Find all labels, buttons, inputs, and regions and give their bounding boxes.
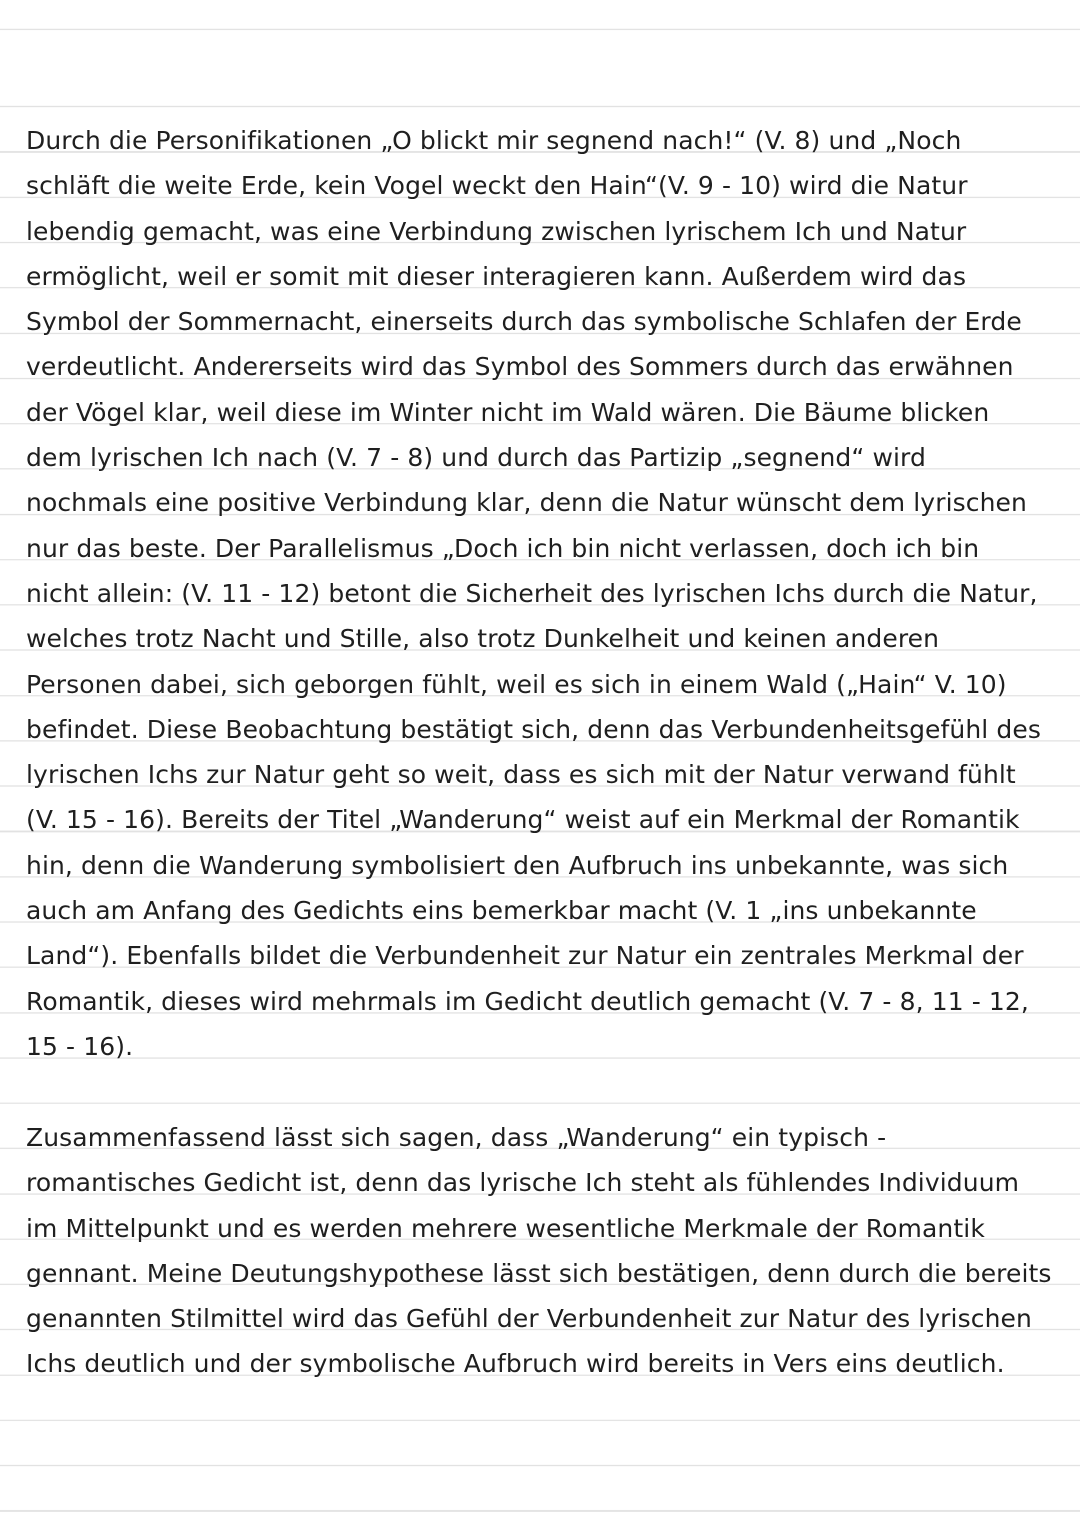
text-line: Land“). Ebenfalls bildet die Verbundenheit zur Natur ein zentrales Merkmal der xyxy=(26,941,1024,971)
text-line: ermöglicht, weil er somit mit dieser interagieren kann. Außerdem wird das xyxy=(26,261,967,291)
text-line: schläft die weite Erde, kein Vogel weckt den Hain“(V. 9 - 10) wird die Natur xyxy=(26,171,968,201)
text-line: lyrischen Ichs zur Natur geht so weit, dass es sich mit der Natur verwand fühlt xyxy=(26,760,1016,790)
text-line: (V. 15 - 16). Bereits der Titel „Wanderung“ weist auf ein Merkmal der Romantik xyxy=(26,805,1020,835)
text-line: Zusammenfassend lässt sich sagen, dass „Wanderung“ ein typisch - xyxy=(26,1123,887,1152)
text-line: hin, denn die Wanderung symbolisiert den Aufbruch ins unbekannte, was sich xyxy=(26,850,1009,880)
conclusion-paragraph xyxy=(26,1115,1056,1387)
text-line: auch am Anfang des Gedichts eins bemerkbar macht (V. 1 „ins unbekannte xyxy=(26,896,977,926)
text-line: nicht allein: (V. 11 - 12) betont die Sicherheit des lyrischen Ichs durch die Natur, xyxy=(26,578,1038,608)
text-line: dem lyrischen Ich nach (V. 7 - 8) und durch das Partizip „segnend“ wird xyxy=(26,443,926,473)
text-line: Ichs deutlich und der symbolische Aufbruch wird bereits in Vers eins deutlich. xyxy=(26,1349,1005,1379)
text-line: Personen dabei, sich geborgen fühlt, weil es sich in einem Wald („Hain“ V. 10) xyxy=(26,669,1007,699)
text-line: genannten Stilmittel wird das Gefühl der Verbundenheit zur Natur des lyrischen xyxy=(26,1304,1032,1334)
text-line: der Vögel klar, weil diese im Winter nicht im Wald wären. Die Bäume blicken xyxy=(26,397,990,427)
text-line: romantisches Gedicht ist, denn das lyrische Ich steht als fühlendes Individuum xyxy=(26,1168,1020,1198)
analysis-paragraph xyxy=(26,118,1056,1069)
text-line: im Mittelpunkt und es werden mehrere wesentliche Merkmale der Romantik xyxy=(26,1213,985,1243)
text-line: Symbol der Sommernacht, einerseits durch das symbolische Schlafen der Erde xyxy=(26,307,1022,337)
text-line: nur das beste. Der Parallelismus „Doch ich bin nicht verlassen, doch ich bin xyxy=(26,533,980,563)
text-line: Romantik, dieses wird mehrmals im Gedicht deutlich gemacht (V. 7 - 8, 11 - 12, xyxy=(26,986,1029,1016)
text-line: gennant. Meine Deutungshypothese lässt sich bestätigen, denn durch die bereits xyxy=(26,1258,1052,1288)
text-line: befindet. Diese Beobachtung bestätigt sich, denn das Verbundenheitsgefühl des xyxy=(26,714,1041,744)
text-line: nochmals eine positive Verbindung klar, denn die Natur wünscht dem lyrischen xyxy=(26,488,1027,518)
text-line: Durch die Personifikationen „O blickt mir segnend nach!“ (V. 8) und „Noch xyxy=(26,126,962,155)
text-line: verdeutlicht. Andererseits wird das Symbol des Sommers durch das erwähnen xyxy=(26,352,1014,382)
text-line: 15 - 16). xyxy=(26,1031,134,1061)
text-line: welches trotz Nacht und Stille, also trotz Dunkelheit und keinen anderen xyxy=(26,624,940,654)
text-line: lebendig gemacht, was eine Verbindung zwischen lyrischem Ich und Natur xyxy=(26,216,967,246)
